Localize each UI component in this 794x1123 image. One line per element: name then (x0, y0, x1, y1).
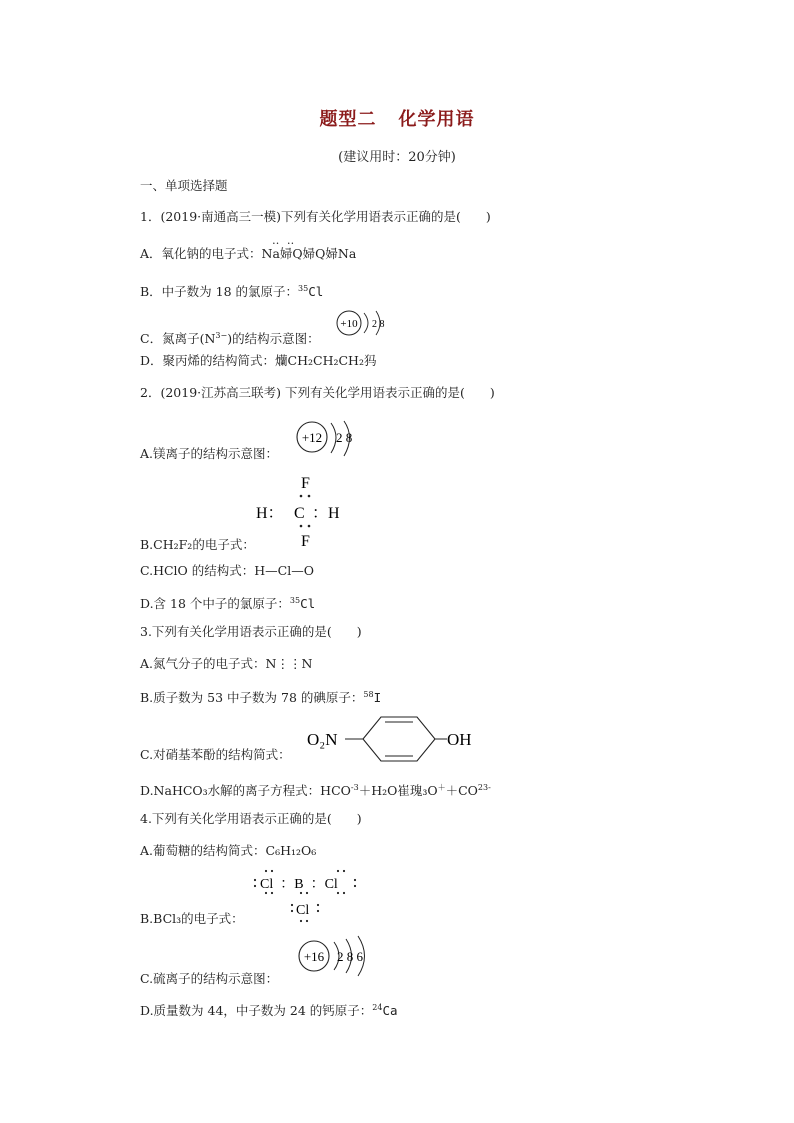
q3-option-d (140, 779, 491, 800)
q2-b-F-bottom: F (301, 533, 310, 550)
time-suggestion: (建议用时：20分钟) (338, 150, 456, 165)
q4-c-shells: 2 8 6 (337, 949, 363, 964)
q1-c-shells: 2 8 (372, 319, 385, 330)
q3-option-a: A.氮气分子的电子式：N⋮⋮N (140, 656, 313, 671)
q1-option-b (140, 280, 323, 301)
q2-d-mass: 35 (289, 596, 301, 605)
q2-option-d (140, 592, 315, 613)
q1-b-symbol: Cl (308, 284, 324, 300)
q3-c-nitrophenol-structure (305, 712, 485, 764)
q1-option-d (140, 352, 376, 370)
q3-stem: 3.下列有关化学用语表示正确的是( ) (140, 624, 362, 639)
q1-b-label: B．中子数为 18 的氯原子： (140, 284, 299, 300)
q4-c-label: C.硫离子的结构示意图： (140, 971, 279, 986)
q3-d-mid: ＋H₂O崔瑰₃O (358, 783, 438, 799)
q1-d-label: D．聚丙烯的结构简式： (140, 353, 276, 368)
q3-b-symbol: I (373, 690, 382, 706)
q3-b-mass: 58 (363, 690, 374, 699)
q1-c-charge: 3− (215, 331, 228, 340)
q2-option-c: C.HClO 的结构式：H—Cl—O (140, 563, 314, 578)
q1-a-formula: Na婦Q婦Q婦Na (261, 246, 357, 261)
q2-a-nucleus: +12 (301, 430, 323, 445)
q1-c-structure-diagram (334, 310, 394, 338)
q2-b-electron-formula (254, 470, 354, 550)
q4-c-structure-diagram (296, 934, 380, 978)
q2-stem: 2．(2019·江苏高三联考) 下列有关化学用语表示正确的是( ) (140, 385, 495, 400)
q2-d-symbol: Cl (300, 596, 316, 612)
q3-c-label: C.对硝基苯酚的结构简式： (140, 747, 291, 762)
q3-b-label: B.质子数为 53 中子数为 78 的碘原子： (140, 690, 364, 706)
q1-d-formula: 爤CH₂CH₂CH₂犸 (275, 353, 377, 368)
q4-option-a: A.葡萄糖的结构简式：C₆H₁₂O₆ (140, 843, 317, 858)
title-part-b: 化学用语 (398, 109, 475, 130)
q3-c-left-group: O₂N (307, 730, 338, 749)
q2-b-H-right: ：H (312, 505, 340, 522)
q3-c-right-group: OH (447, 730, 472, 749)
page-title (0, 105, 794, 131)
q1-b-mass: 35 (298, 284, 309, 293)
q3-d-label: D.NaHCO₃水解的离子方程式：HCO (140, 783, 351, 799)
q1-c-label: C．氮离子(N (140, 331, 216, 347)
q4-d-mass: 24 (372, 1003, 383, 1012)
q2-b-label: B.CH₂F₂的电子式： (140, 537, 255, 552)
q4-d-symbol: Ca (382, 1003, 398, 1019)
q4-stem: 4.下列有关化学用语表示正确的是( ) (140, 811, 362, 826)
section-heading: 一、单项选择题 (140, 178, 228, 193)
q2-b-F-top: F (301, 475, 310, 492)
q1-a-label: A．氧化钠的电子式： (140, 246, 262, 261)
q3-d-end: ＋CO (445, 783, 478, 799)
q1-a-electron-dots: ‥ ‥ (272, 234, 297, 247)
q4-c-nucleus: +16 (303, 949, 325, 964)
q3-d-sup3: 23- (477, 783, 491, 792)
q2-a-shells: 2 8 (336, 430, 353, 445)
q2-d-label: D.含 18 个中子的氯原子： (140, 596, 290, 612)
q4-b-bottom: Cl (296, 903, 310, 918)
q4-b-electron-formula (252, 866, 362, 924)
q1-option-c (140, 327, 320, 348)
q1-option-a (140, 245, 356, 263)
q3-d-sup2: ＋ (437, 783, 446, 792)
q2-b-C: C (294, 505, 305, 522)
q1-c-nucleus: +10 (340, 318, 358, 330)
q3-option-b (140, 686, 381, 707)
q1-stem: 1．(2019·南通高三一模)下列有关化学用语表示正确的是( ) (140, 209, 491, 224)
q4-b-row: Cl ：B ：Cl (260, 877, 338, 892)
q1-c-label-tail: )的结构示意图： (227, 331, 320, 347)
q2-b-H-left: H： (256, 505, 284, 522)
title-part-a: 题型二 (319, 109, 377, 130)
q4-d-label: D.质量数为 44，中子数为 24 的钙原子： (140, 1003, 373, 1019)
q2-a-label: A.镁离子的结构示意图： (140, 446, 279, 461)
q4-option-d (140, 999, 398, 1020)
q2-a-structure-diagram (294, 420, 362, 460)
q4-b-label: B.BCl₃的电子式： (140, 911, 244, 926)
q3-d-sup1: -3 (350, 783, 359, 792)
